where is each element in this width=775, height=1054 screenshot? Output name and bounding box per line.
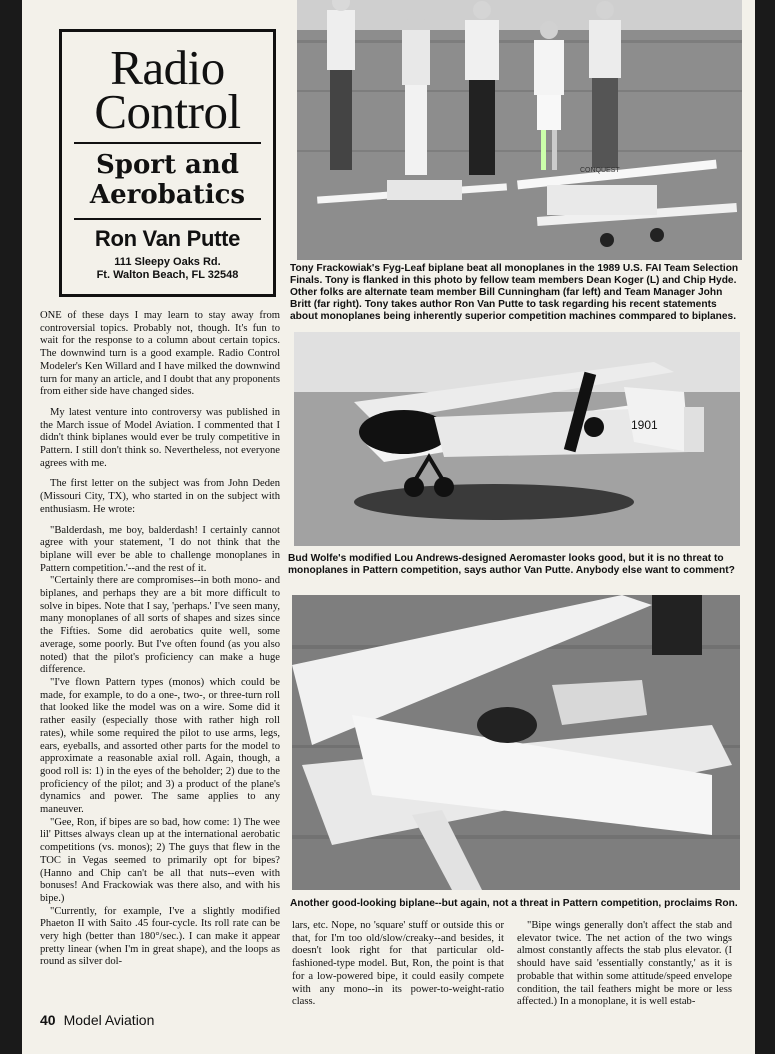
fin-number: 1901 xyxy=(631,418,658,432)
column-title-line1: Radio xyxy=(110,40,225,95)
photo3-caption: Another good-looking biplane--but again, not a threat in Pattern competition, proclaims Ron. xyxy=(290,898,738,909)
address-line1: 111 Sleepy Oaks Rd. xyxy=(114,256,221,268)
plane-label: CONQUEST xyxy=(580,167,620,174)
column-subtitle xyxy=(62,150,273,210)
column-title-line2: Control xyxy=(94,84,241,139)
author-address xyxy=(62,256,273,282)
column-subtitle-line2: Aerobatics xyxy=(89,180,246,210)
author-name: Ron Van Putte xyxy=(94,226,241,251)
team-photo xyxy=(297,0,742,260)
column-subtitle-line1: Sport and xyxy=(96,150,239,180)
page-number: 40 xyxy=(40,1012,56,1028)
paragraph-quote-compromises: "Certainly there are compromises--in both mono- and biplanes, and perhaps they are a bit more difficult to solve in bipes. Note that I say, 'perhaps.' I've seen many, many monoplanes of all sorts of shapes and sizes since the Fifties. Some did aerobatics quite well, some average, some poorly. But I've often found (as you also noted) that the pilot's proficiency can make a huge difference. xyxy=(40,575,280,676)
paragraph-quote-pittses: "Gee, Ron, if bipes are so bad, how come: 1) The wee lil' Pittses always clean up at the international aerobatic competitions (vs. monos); 2) The guys that flew in the TOC in Vegas seemed to primarily opt for bipes? (Hanno and Chip can't be all that nuts--even with bonuses! And Frackowiak was there also, and with his bipe.) xyxy=(40,816,280,904)
page-folio xyxy=(40,1012,154,1028)
header-rule-top xyxy=(74,142,261,144)
paragraph-bipe-wings: "Bipe wings generally don't affect the stab and elevator twice. The net action of the two wings almost constantly affects the stab plus elevator. (I should have said 'essentially constantly,' as it is probable that within some attitude/speed envelope condition, the tail feathers might be more or less affected.) In a monoplane, it is well estab- xyxy=(517,920,732,1008)
biplane-closeup-photo xyxy=(292,595,740,890)
column-header-box xyxy=(59,29,276,297)
paragraph-first-letter: The first letter on the subject was from John Deden (Missouri City, TX), who started in on the subject with enthusiasm. He wrote: xyxy=(40,478,280,515)
photo2-caption: Bud Wolfe's modified Lou Andrews-designed Aeromaster looks good, but it is no threat to monoplanes in Pattern competition, says author Van Putte. Anybody else want to comment? xyxy=(288,553,735,576)
article-column-middle xyxy=(292,920,504,1009)
photo1-caption: Tony Frackowiak's Fyg-Leaf biplane beat all monoplanes in the 1989 U.S. FAI Team Selection Finals. Tony is flanked in this photo by fellow team members Dean Koger (L) and Chip Hyde. Other folks are alternate team member Bill Cunningham (far left) and Team Manager John Britt (far right). Tony takes author Ron Van Putte to task regarding his recent statements about monoplanes being inherently superior competition machines commpared to biplanes. xyxy=(290,263,739,322)
address-line2: Ft. Walton Beach, FL 32548 xyxy=(96,269,239,281)
paragraph-intro: ONE of these days I may learn to stay away from controversial topics. Probably not, though. It's fun to wait for the response to a column about certain topics. The downwind turn is a good example. Radio Control Modeler's Ken Willard and I have milked the downwind turn for many an article, and I doubt that any proponents from either side have changed sides. xyxy=(40,310,280,398)
magazine-name: Model Aviation xyxy=(63,1012,155,1028)
paragraph-quote-phaeton: "Currently, for example, I've a slightly modified Phaeton II with Saito .45 four-cycle. Its roll rate can be very high (better than 180°/sec.). I can make it appear pretty linear (when I'm in great shape), and the loops as round as silver dol- xyxy=(40,905,280,968)
paragraph-quote-balderdash: "Balderdash, me boy, balderdash! I certainly cannot agree with your statement, 'I do not think that the biplane will ever be able to challenge monoplanes in Pattern competition.'--and the rest of it. xyxy=(40,524,280,574)
paragraph-controversy: My latest venture into controversy was published in the March issue of Model Aviation. I commented that I didn't think biplanes would ever be truly competitive in Pattern. I still don't think so. Nevertheless, not everyone agrees with me. xyxy=(40,406,280,469)
magazine-page xyxy=(22,0,755,1054)
aeromaster-photo xyxy=(294,332,740,546)
paragraph-quote-pattern-types: "I've flown Pattern types (monos) which could be made, for example, to do a one-, two-, or three-turn roll that looked like the model was on a wire. Some did it rather easily (especially those with rather high roll rates), while some required the pilot to use arms, legs, ears, eyeballs, and assorted other parts for the model to approximate a reasonable axial roll. Again, though, a good roll is: 1) in the eyes of the beholder; 2) due to the proficiency of the pilot; and 3) a product of the plane's dynamics and power. The same applies to any maneuver. xyxy=(40,676,280,816)
paragraph-continuation: lars, etc. Nope, no 'square' stuff or outside this or that, for I'm too old/slow/creaky--and besides, it doesn't look right for that particular old-fashioned-type model. But, Ron, the point is that for a low-powered bipe, it could easily compete with any mono--in its power-to-weight-ratio class. xyxy=(292,920,504,1008)
article-column-left xyxy=(40,310,280,969)
header-rule-bottom xyxy=(74,218,261,220)
article-column-right xyxy=(517,920,732,1009)
column-title xyxy=(62,40,273,139)
